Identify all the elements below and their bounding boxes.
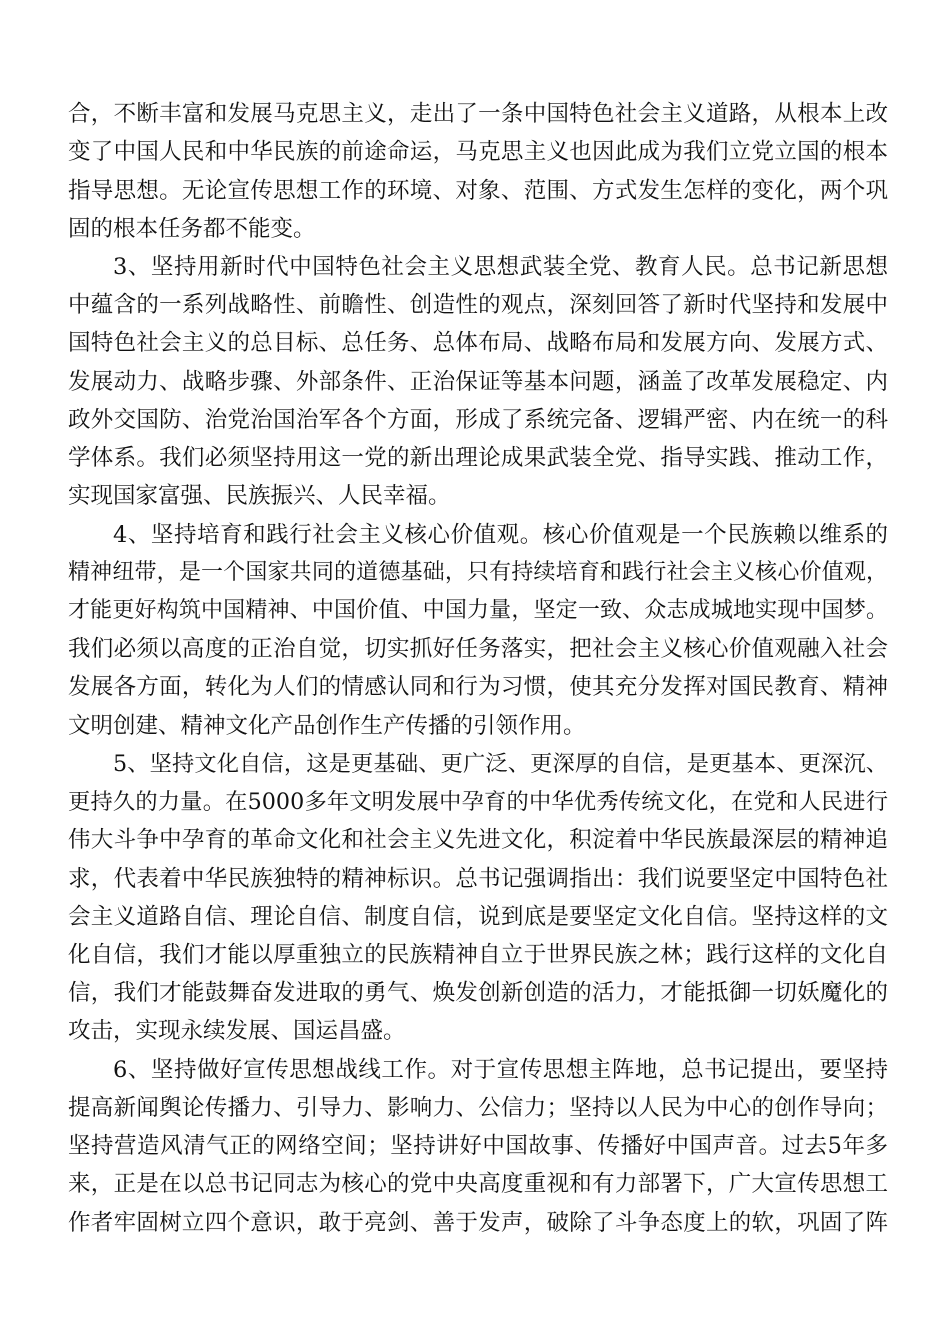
text-line: 更持久的力量。在5000多年文明发展中孕育的中华优秀传统文化，在党和人民进行 <box>68 789 888 815</box>
text-line: 精神纽带，是一个国家共同的道德基础，只有持续培育和践行社会主义核心价值观， <box>68 560 888 585</box>
text-line: 4、坚持培育和践行社会主义核心价值观。核心价值观是一个民族赖以维系的 <box>113 522 888 548</box>
text-line: 坚持营造风清气正的网络空间；坚持讲好中国故事、传播好中国声音。过去5年多 <box>68 1133 888 1159</box>
text-line: 实现国家富强、民族振兴、人民幸福。 <box>68 483 451 509</box>
text-line: 5、坚持文化自信，这是更基础、更广泛、更深厚的自信，是更基本、更深沉、 <box>113 751 888 777</box>
text-line: 发展动力、战略步骤、外部条件、正治保证等基本问题，涵盖了改革发展稳定、内 <box>68 369 888 395</box>
text-line: 我们必须以高度的正治自觉，切实抓好任务落实，把社会主义核心价值观融入社会 <box>68 636 888 662</box>
text-line: 化自信，我们才能以厚重独立的民族精神自立于世界民族之林；践行这样的文化自 <box>68 942 888 968</box>
text-line: 来，正是在以总书记同志为核心的党中央高度重视和有力部署下，广大宣传思想工 <box>68 1171 888 1197</box>
text-line: 攻击，实现永续发展、国运昌盛。 <box>68 1018 406 1044</box>
text-line: 会主义道路自信、理论自信、制度自信，说到底是要坚定文化自信。坚持这样的文 <box>68 904 888 930</box>
text-line: 伟大斗争中孕育的革命文化和社会主义先进文化，积淀着中华民族最深层的精神追 <box>68 827 888 853</box>
text-line: 提高新闻舆论传播力、引导力、影响力、公信力；坚持以人民为中心的创作导向； <box>68 1095 888 1121</box>
text-line: 指导思想。无论宣传思想工作的环境、对象、范围、方式发生怎样的变化，两个巩 <box>68 178 888 204</box>
text-line: 信，我们才能鼓舞奋发进取的勇气、焕发创新创造的活力，才能抵御一切妖魔化的 <box>68 980 888 1006</box>
text-line: 才能更好构筑中国精神、中国价值、中国力量，坚定一致、众志成城地实现中国梦。 <box>68 598 888 623</box>
text-line: 发展各方面，转化为人们的情感认同和行为习惯，使其充分发挥对国民教育、精神 <box>68 674 888 700</box>
text-line: 求，代表着中华民族独特的精神标识。总书记强调指出：我们说要坚定中国特色社 <box>68 866 888 892</box>
text-line: 学体系。我们必须坚持用这一党的新出理论成果武装全党、指导实践、推动工作， <box>68 445 888 471</box>
text-line: 国特色社会主义的总目标、总任务、总体布局、战略布局和发展方向、发展方式、 <box>68 330 888 356</box>
text-line: 3、坚持用新时代中国特色社会主义思想武装全党、教育人民。总书记新思想 <box>113 254 888 280</box>
text-line: 作者牢固树立四个意识，敢于亮剑、善于发声，破除了斗争态度上的软，巩固了阵 <box>68 1210 888 1236</box>
text-line: 政外交国防、治党治国治军各个方面，形成了系统完备、逻辑严密、内在统一的科 <box>68 407 888 433</box>
text-line: 6、坚持做好宣传思想战线工作。对于宣传思想主阵地，总书记提出，要坚持 <box>113 1057 888 1083</box>
text-line: 中蕴含的一系列战略性、前瞻性、创造性的观点，深刻回答了新时代坚持和发展中 <box>68 292 888 318</box>
text-line: 固的根本任务都不能变。 <box>68 216 316 242</box>
text-line: 合，不断丰富和发展马克思主义，走出了一条中国特色社会主义道路，从根本上改 <box>68 101 888 127</box>
text-line: 变了中国人民和中华民族的前途命运，马克思主义也因此成为我们立党立国的根本 <box>68 139 888 165</box>
text-line: 文明创建、精神文化产品创作生产传播的引领作用。 <box>68 713 586 739</box>
